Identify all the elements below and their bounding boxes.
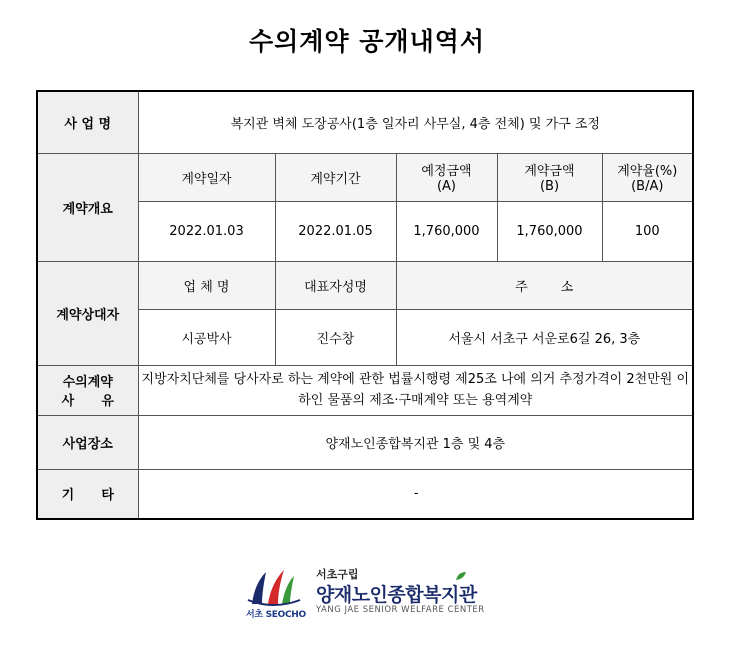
contract-period: 2022.01.05 — [275, 201, 396, 261]
etc-value: - — [138, 469, 693, 519]
logo-main-text: 양재노인종합복지관 — [316, 584, 477, 606]
organization-logo — [244, 560, 494, 620]
logo-small-text: 서초구립 — [316, 568, 359, 581]
place-row — [37, 415, 693, 469]
project-row — [37, 91, 693, 153]
reason-label-line2: 사 유 — [61, 394, 114, 409]
estimate-line2: (A) — [436, 179, 457, 194]
contract-date: 2022.01.03 — [138, 201, 275, 261]
counterparty-header-ceo: 대표자성명 — [275, 261, 396, 309]
leaf-icon — [454, 570, 468, 582]
place-label: 사업장소 — [37, 415, 138, 469]
ceo-name: 진수창 — [275, 309, 396, 365]
company-name: 시공박사 — [138, 309, 275, 365]
amount-line2: (B) — [539, 179, 560, 194]
overview-label: 계약개요 — [37, 153, 138, 261]
counterparty-header-address: 주 소 — [396, 261, 693, 309]
company-address: 서울시 서초구 서운로6길 26, 3층 — [396, 309, 693, 365]
counterparty-label: 계약상대자 — [37, 261, 138, 365]
amount-line1: 계약금액 — [524, 164, 575, 179]
contract-rate: 100 — [602, 201, 693, 261]
overview-header-period: 계약기간 — [275, 153, 396, 201]
logo-english-text: YANG JAE SENIOR WELFARE CENTER — [316, 605, 485, 615]
contract-table — [36, 90, 694, 520]
counterparty-header-row — [37, 261, 693, 309]
estimated-amount: 1,760,000 — [396, 201, 497, 261]
overview-header-rate — [602, 153, 693, 201]
overview-header-date: 계약일자 — [138, 153, 275, 201]
etc-row — [37, 469, 693, 519]
document-title: 수의계약 공개내역서 — [248, 27, 486, 56]
logo-mark-text: 서초 SEOCHO — [246, 610, 306, 620]
reason-label-line1: 수의계약 — [62, 375, 113, 390]
etc-label: 기 타 — [37, 469, 138, 519]
rate-line1: 계약율(%) — [617, 164, 678, 179]
reason-row — [37, 365, 693, 415]
overview-header-amount — [497, 153, 602, 201]
reason-label — [37, 365, 138, 415]
place-value: 양재노인종합복지관 1층 및 4층 — [138, 415, 693, 469]
contract-amount: 1,760,000 — [497, 201, 602, 261]
rate-line2: (B/A) — [631, 179, 664, 194]
overview-header-row — [37, 153, 693, 201]
counterparty-header-company: 업 체 명 — [138, 261, 275, 309]
reason-value: 지방자치단체를 당사자로 하는 계약에 관한 법률시행령 제25조 나에 의거 추정가격이 2천만원 이하인 물품의 제조·구매계약 또는 용역계약 — [138, 365, 693, 415]
estimate-line1: 예정금액 — [421, 164, 472, 179]
project-value: 복지관 벽체 도장공사(1층 일자리 사무실, 4층 전체) 및 가구 조정 — [138, 91, 693, 153]
project-label: 사 업 명 — [37, 91, 138, 153]
overview-header-estimate — [396, 153, 497, 201]
